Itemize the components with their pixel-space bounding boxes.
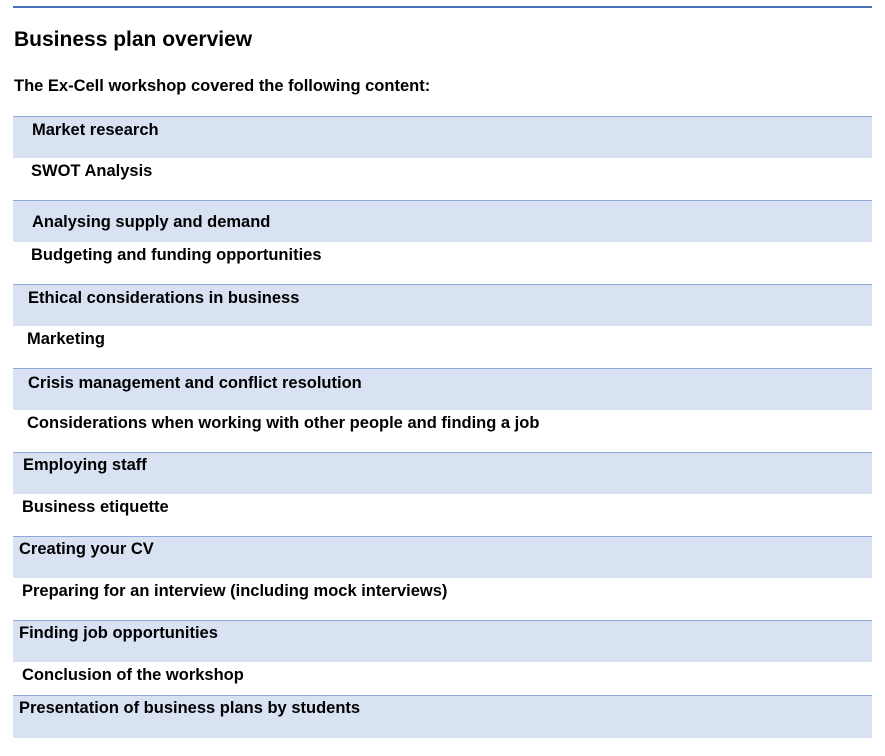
row-label: Marketing [27, 330, 105, 348]
table-row [13, 452, 872, 494]
table-row [13, 242, 872, 284]
table-row [13, 326, 872, 368]
row-label: Market research [32, 121, 159, 139]
row-label: Employing staff [23, 456, 147, 474]
row-label: Business etiquette [22, 498, 169, 516]
row-label: Analysing supply and demand [32, 213, 271, 231]
table-row [13, 368, 872, 410]
table-row [13, 695, 872, 738]
row-label: Presentation of business plans by students [19, 699, 361, 717]
table-row [13, 158, 872, 200]
row-label: Finding job opportunities [19, 624, 218, 642]
row-label: Crisis management and conflict resolution [28, 374, 362, 392]
table-row [13, 284, 872, 326]
row-label: SWOT Analysis [31, 162, 153, 180]
table-row [13, 410, 872, 452]
row-label: Preparing for an interview (including mock interviews) [22, 582, 448, 600]
table-row [13, 536, 872, 578]
topic-table [13, 116, 872, 738]
table-row [13, 620, 872, 662]
row-label: Considerations when working with other people and finding a job [27, 414, 540, 432]
table-row [13, 494, 872, 536]
table-row [13, 200, 872, 242]
intro-text: The Ex-Cell workshop covered the following content: [14, 77, 431, 95]
row-label: Creating your CV [19, 540, 154, 558]
row-label: Budgeting and funding opportunities [31, 246, 322, 264]
top-horizontal-rule [13, 6, 872, 8]
table-row [13, 662, 872, 695]
row-label: Ethical considerations in business [28, 289, 300, 307]
table-row [13, 578, 872, 620]
table-row [13, 116, 872, 158]
page-title: Business plan overview [14, 28, 253, 51]
row-label: Conclusion of the workshop [22, 666, 244, 684]
